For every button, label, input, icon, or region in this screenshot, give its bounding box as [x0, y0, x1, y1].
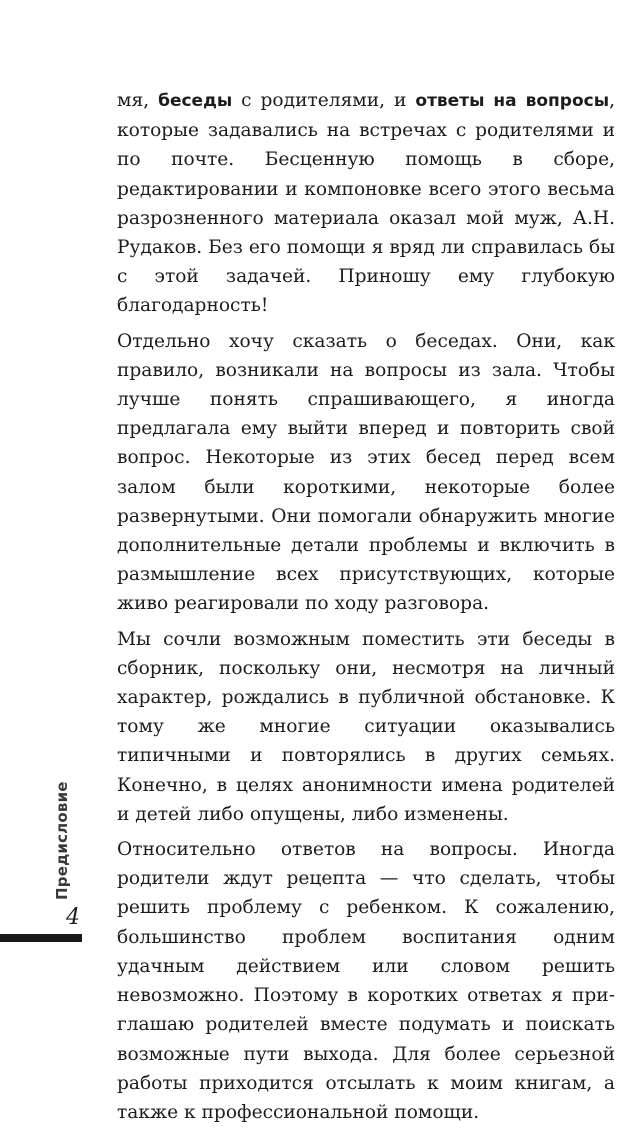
- body-text: [117, 86, 615, 1133]
- text-segment: мя,: [117, 90, 159, 111]
- bold-term-otvety: ответы на вопросы: [415, 91, 610, 111]
- page-number: 4: [66, 905, 80, 930]
- paragraph-3: [117, 625, 615, 829]
- text-segment: Мы сочли возможным поместить эти беседы в сборник, поскольку они, несмотря на личный характер, рождались в публичной обстановке. К тому же многие ситуации оказывались типичными и повторялись в других семьях. Конечно, в целях анонимности имена родителей и детей либо опущены, либо изменены.: [117, 628, 615, 825]
- paragraph-1: [117, 86, 615, 321]
- footer-rule: [0, 934, 82, 942]
- bold-term-besedy: беседы: [158, 91, 233, 111]
- text-segment: , которые задавались на встречах с родителями и по почте. Бесценную помощь в сборе, редактировании и компоновке всего этого весьма разрозненного материала оказал мой муж, А.Н. Рудаков. Без его помощи я вряд ли справилась бы с этой задачей. Приношу ему глубокую благодарность!: [117, 90, 615, 317]
- section-running-title: Предисловие: [53, 781, 71, 900]
- paragraph-2: [117, 327, 615, 619]
- paragraph-4: [117, 835, 615, 1127]
- text-segment: Относительно ответов на вопросы. Иногда родители ждут рецепта — что сделать, чтобы решить проблему с ребенком. К сожалению, большинство проблем воспитания одним удачным действием или словом решить невозможно. Поэтому в коротких ответах я приглашаю родителей вместе подумать и поискать возможные пути выхода. Для более серьезной работы приходится отсылать к моим книгам, а также к профессиональной помощи.: [117, 839, 615, 1123]
- text-segment: с родителями, и: [232, 90, 416, 111]
- text-segment: Отдельно хочу сказать о беседах. Они, как правило, возникали на вопросы из зала. Чтобы лучше понять спрашивающего, я иногда предлагала ему выйти вперед и повторить свой вопрос. Некоторые из этих бесед перед всем залом были короткими, некоторые более развернутыми. Они помогали обнаружить многие дополнительные детали проблемы и включить в размышление всех присутствующих, которые живо реагировали по ходу разговора.: [117, 330, 615, 615]
